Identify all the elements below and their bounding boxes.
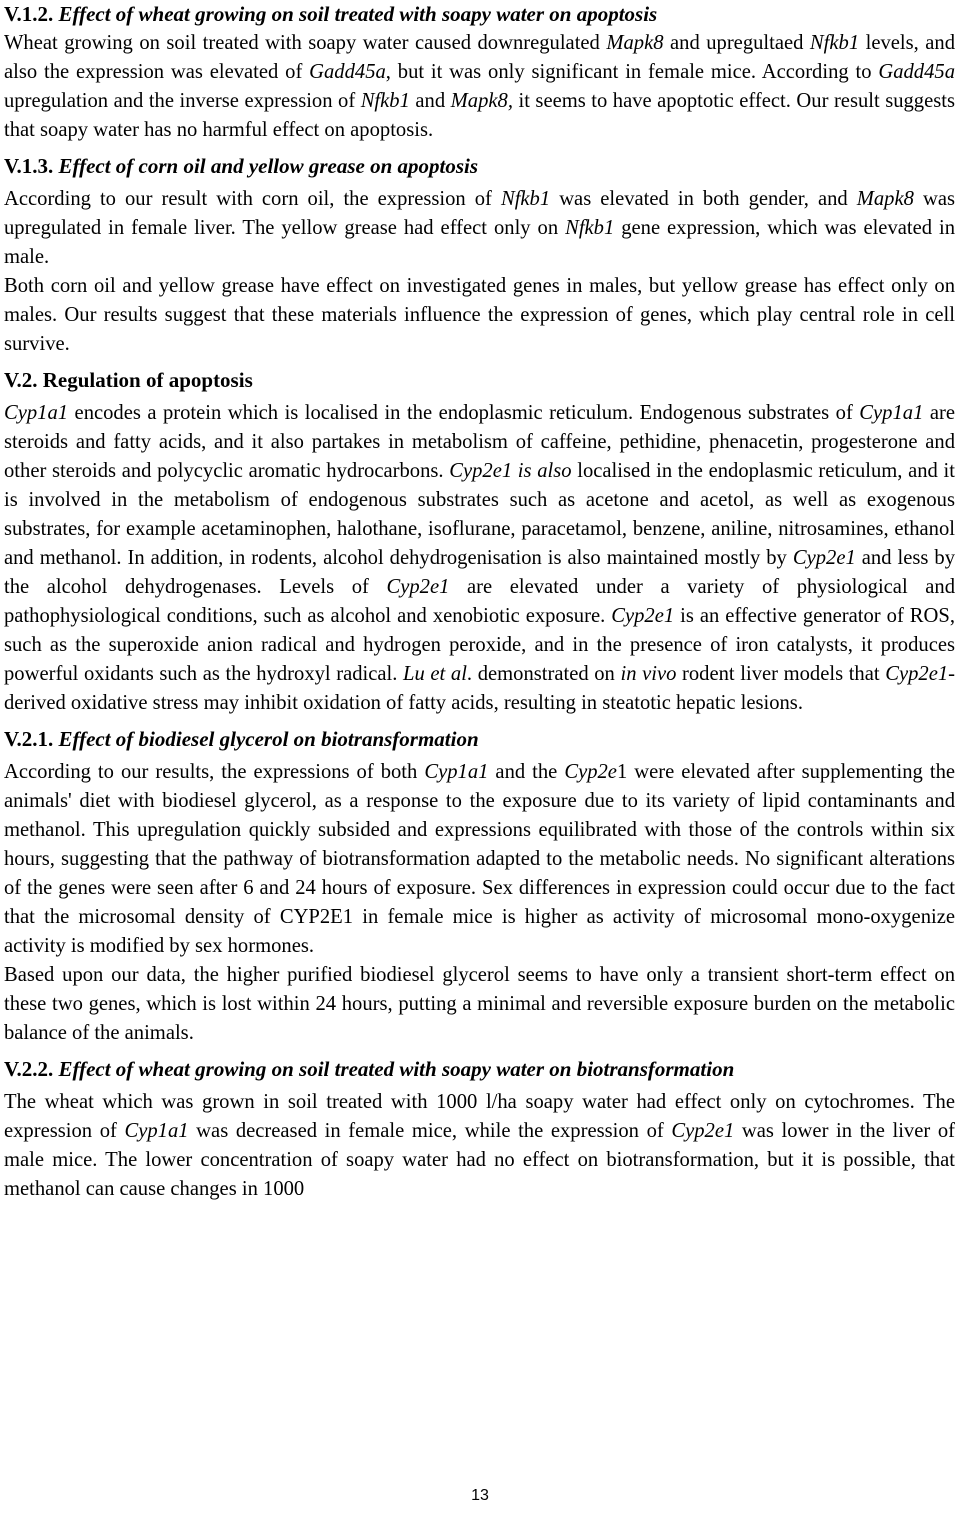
- gene-name: Nfkb1: [565, 217, 615, 239]
- gene-name: Mapk8: [606, 32, 664, 54]
- paragraph: [4, 1088, 955, 1204]
- text-run: According to our results, the expressions of both: [4, 761, 425, 783]
- paragraph: [4, 185, 955, 272]
- gene-name: Nfkb1: [500, 188, 551, 210]
- text-run: was upregulated in female liver. The yellow grease had effect only on: [4, 188, 955, 239]
- section-number: V.2.2.: [4, 1057, 54, 1081]
- section-title: Effect of wheat growing on soil treated with soapy water on biotransformation: [58, 1057, 735, 1081]
- text-run: and upregultaed: [663, 32, 810, 54]
- text-run: are elevated under a variety of physiological and pathophysiological conditions, such as alcohol and xenobiotic exposure.: [4, 576, 956, 627]
- gene-name: Cyp2e1 is also: [449, 460, 572, 482]
- gene-name: Nfkb1: [809, 32, 860, 54]
- section-number: V.1.2.: [4, 2, 54, 26]
- section-title: Effect of wheat growing on soil treated with soapy water on apoptosis: [58, 2, 658, 26]
- text-run: and the: [488, 761, 565, 783]
- gene-name: Cyp2e1: [671, 1120, 735, 1142]
- citation: Lu et al: [403, 663, 467, 685]
- text-run: , but it was only significant in female mice. According to: [385, 61, 879, 83]
- text-run: localised in the endoplasmic reticulum, and it is involved in the metabolism of endogenous substrates such as acetone and acetol, as well as exogenous substrates, for example acetaminophen, halothane, isoflurane, paracetamol, benzene, aniline, nitrosamines, ethanol and methanol. In addition, in rodents, alcohol dehydrogenisation is also maintained mostly by: [4, 460, 955, 569]
- text-run: Wheat growing on soil treated with soapy water caused downregulated: [4, 32, 607, 54]
- text-run: upregulation and the inverse expression of: [4, 90, 361, 112]
- page-number: 13: [471, 1487, 489, 1504]
- spacer: [4, 359, 955, 366]
- text-run: The wheat which was grown in soil treated with 1000 l/ha soapy water had effect only on cytochromes. The expression of: [4, 1091, 955, 1142]
- gene-name: Cyp1a1: [4, 402, 69, 424]
- section-title: Effect of corn oil and yellow grease on apoptosis: [58, 154, 479, 178]
- text-run: encodes a protein which is localised in the endoplasmic reticulum. Endogenous substrates of: [68, 402, 860, 424]
- text-run: it seems to have apoptotic effect. Our result suggests that soapy water has no harmful effect on apoptosis.: [4, 90, 955, 141]
- text-run: levels, and also the expression was elevated of: [4, 32, 956, 83]
- text-run: . demonstrated on: [466, 663, 621, 685]
- spacer: [4, 145, 955, 152]
- latin-term: in vivo: [620, 663, 677, 685]
- gene-name: Cyp2e1: [386, 576, 450, 598]
- text-run: is an effective generator of ROS, such as the superoxide anion radical and hydrogen peroxide, and in the presence of iron catalysts, it produces powerful oxidants such as the hydroxyl radical.: [4, 605, 956, 685]
- paragraph: [4, 29, 955, 145]
- paragraph: Both corn oil and yellow grease have effect on investigated genes in males, but yellow grease has effect only on males. Our results suggest that these materials influence the expression of genes, which play central role in cell survive.: [4, 275, 955, 355]
- gene-name: Cyp1a1: [424, 761, 489, 783]
- section-heading: [4, 1055, 955, 1084]
- text-run: rodent liver models that: [676, 663, 886, 685]
- text-run: -derived oxidative stress may inhibit oxidation of fatty acids, resulting in steatotic hepatic lesions.: [4, 663, 955, 714]
- section-number: V.1.3.: [4, 154, 54, 178]
- gene-name: Cyp2e1: [885, 663, 949, 685]
- gene-name: Cyp1a1: [859, 402, 924, 424]
- gene-name: Nfkb1: [360, 90, 410, 112]
- gene-name: Cyp1a1: [124, 1120, 189, 1142]
- section-heading: [4, 152, 955, 181]
- section-heading: [4, 725, 955, 754]
- gene-name: Cyp2e1: [611, 605, 675, 627]
- spacer: [4, 1048, 955, 1055]
- text-run: and less by the alcohol dehydrogenases. Levels of: [4, 547, 955, 598]
- spacer: [4, 718, 955, 725]
- gene-name: Cyp2e1: [792, 547, 856, 569]
- gene-name: Mapk8: [856, 188, 914, 210]
- text-run: was decreased in female mice, while the expression of: [188, 1120, 672, 1142]
- paragraph: [4, 399, 955, 718]
- gene-name: Cyp2e: [564, 761, 617, 783]
- text-run: 1 were elevated after supplementing the animals' diet with biodiesel glycerol, as a response to the exposure due to its variety of lipid contaminants and methanol. This upregulation quickly subsided and expressions equilibrated with those of the controls within six hours, suggesting that the pathway of biotransformation adapted to the metabolic needs. No significant alterations of the genes were seen after 6 and 24 hours of exposure. Sex differences in expression could occur due to the fact that the microsomal density of CYP2E1 in female mice is higher as activity of microsomal mono-oxygenize activity is modified by sex hormones.: [4, 761, 956, 957]
- paragraph: Based upon our data, the higher purified biodiesel glycerol seems to have only a transient short-term effect on these two genes, which is lost within 24 hours, putting a minimal and reversible exposure burden on the metabolic balance of the animals.: [4, 964, 955, 1044]
- section-heading: V.2. Regulation of apoptosis: [4, 368, 253, 392]
- section-heading: [4, 0, 955, 29]
- document-page: [4, 0, 955, 1204]
- text-run: and: [409, 90, 451, 112]
- text-run: gene expression, which was elevated in male.: [4, 217, 956, 268]
- gene-name: Mapk8,: [450, 90, 513, 112]
- section-number: V.2.1.: [4, 727, 54, 751]
- text-run: According to our result with corn oil, the expression of: [4, 188, 501, 210]
- gene-name: Gadd45a: [309, 61, 386, 83]
- text-run: was lower in the liver of male mice. The lower concentration of soapy water had no effect on biotransformation, but it is possible, that methanol can cause changes in 1000: [4, 1120, 955, 1200]
- section-title: Effect of biodiesel glycerol on biotransformation: [58, 727, 479, 751]
- paragraph: [4, 758, 955, 961]
- text-run: was elevated in both gender, and: [550, 188, 857, 210]
- gene-name: Gadd45a: [878, 61, 955, 83]
- text-run: are steroids and fatty acids, and it also partakes in metabolism of caffeine, pethidine, phenacetin, progesterone and other steroids and polycyclic aromatic hydrocarbons.: [4, 402, 955, 482]
